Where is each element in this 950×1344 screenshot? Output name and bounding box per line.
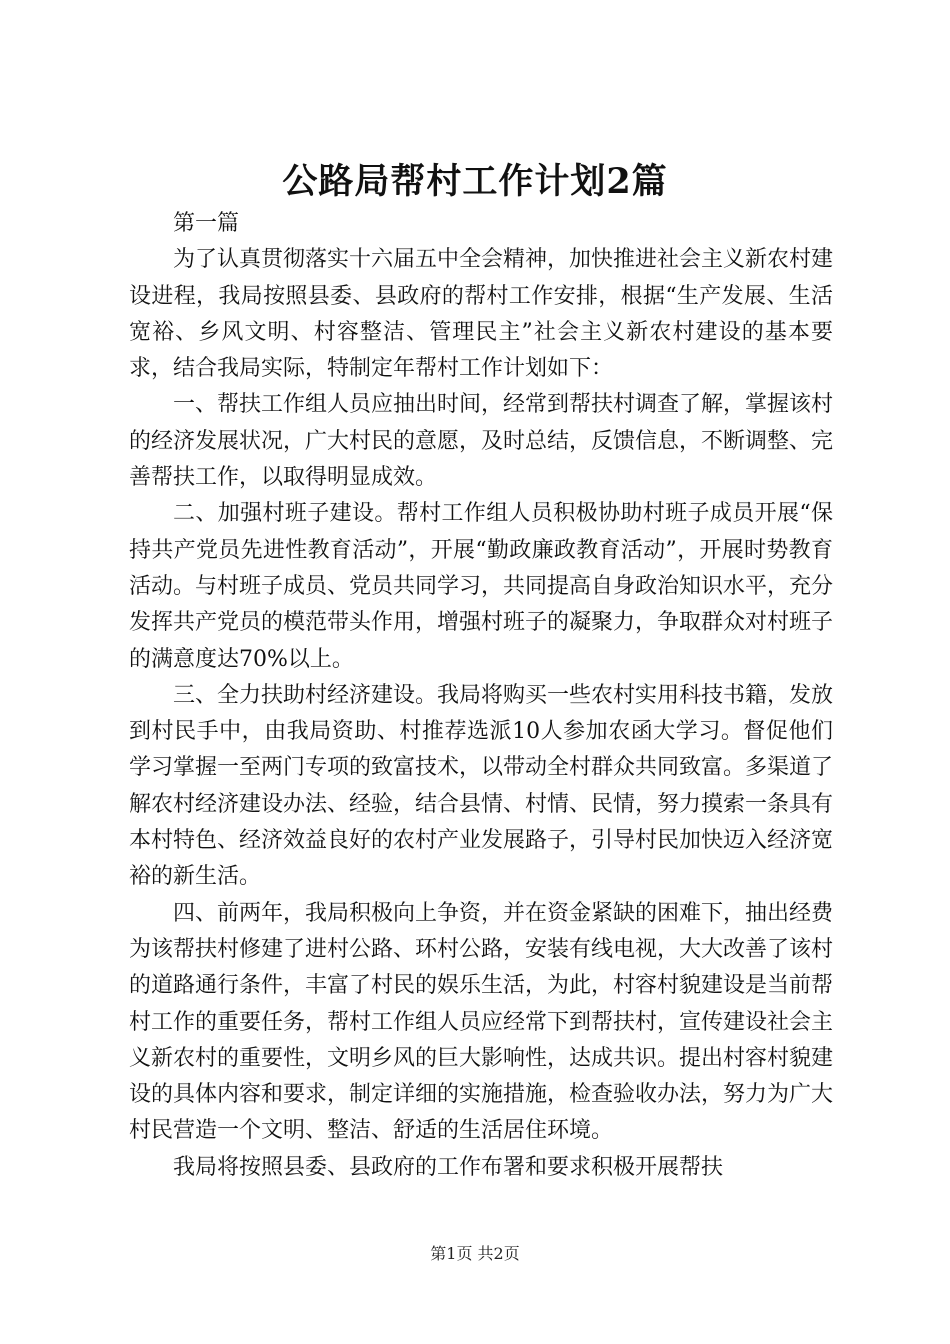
paragraph-item-2: 二、加强村班子建设。帮村工作组人员积极协助村班子成员开展“保持共产党员先进性教育活动”，开展“勤政廉政教育活动”，开展时势教育活动。与村班子成员、党员共同学习，共同提高自身政治知识水平，充分发挥共产党员的模范带头作用，增强村班子的凝聚力，争取群众对村班子的满意度达70%以上。 — [129, 501, 834, 672]
paragraph-closing: 我局将按照县委、县政府的工作布署和要求积极开展帮扶 — [173, 1154, 724, 1180]
paragraph-item-4: 四、前两年，我局积极向上争资，并在资金紧缺的困难下，抽出经费为该帮扶村修建了进村公路、环村公路，安装有线电视，大大改善了该村的道路通行条件，丰富了村民的娱乐生活，为此，村容村貌建设是当前帮村工作的重要任务，帮村工作组人员应经常下到帮扶村，宣传建设社会主义新农村的重要性，文明乡风的巨大影响性，达成共识。提出村容村貌建设的具体内容和要求，制定详细的实施措施，检查验收办法，努力为广大村民营造一个文明、整洁、舒适的生活居住环境。 — [129, 900, 834, 1144]
paragraph-item-3: 三、全力扶助村经济建设。我局将购买一些农村实用科技书籍，发放到村民手中，由我局资助、村推荐选派10人参加农函大学习。督促他们学习掌握一至两门专项的致富技术，以带动全村群众共同致富。多渠道了解农村经济建设办法、经验，结合县情、村情、民情，努力摸索一条具有本村特色、经济效益良好的农村产业发展路子，引导村民加快迈入经济宽裕的新生活。 — [129, 682, 834, 890]
document-body — [129, 206, 833, 1186]
paragraph-intro: 为了认真贯彻落实十六届五中全会精神，加快推进社会主义新农村建设进程，我局按照县委、县政府的帮村工作安排，根据“生产发展、生活宽裕、乡风文明、村容整洁、管理民主”社会主义新农村建设的基本要求，结合我局实际，特制定年帮村工作计划如下： — [129, 247, 834, 382]
paragraph-item-1: 一、帮扶工作组人员应抽出时间，经常到帮扶村调查了解，掌握该村的经济发展状况，广大村民的意愿，及时总结，反馈信息，不断调整、完善帮扶工作，以取得明显成效。 — [129, 392, 834, 491]
document-title: 公路局帮村工作计划2篇 — [282, 161, 668, 202]
page-number-footer: 第1页 共2页 — [430, 1244, 520, 1263]
section-heading: 第一篇 — [173, 211, 240, 236]
